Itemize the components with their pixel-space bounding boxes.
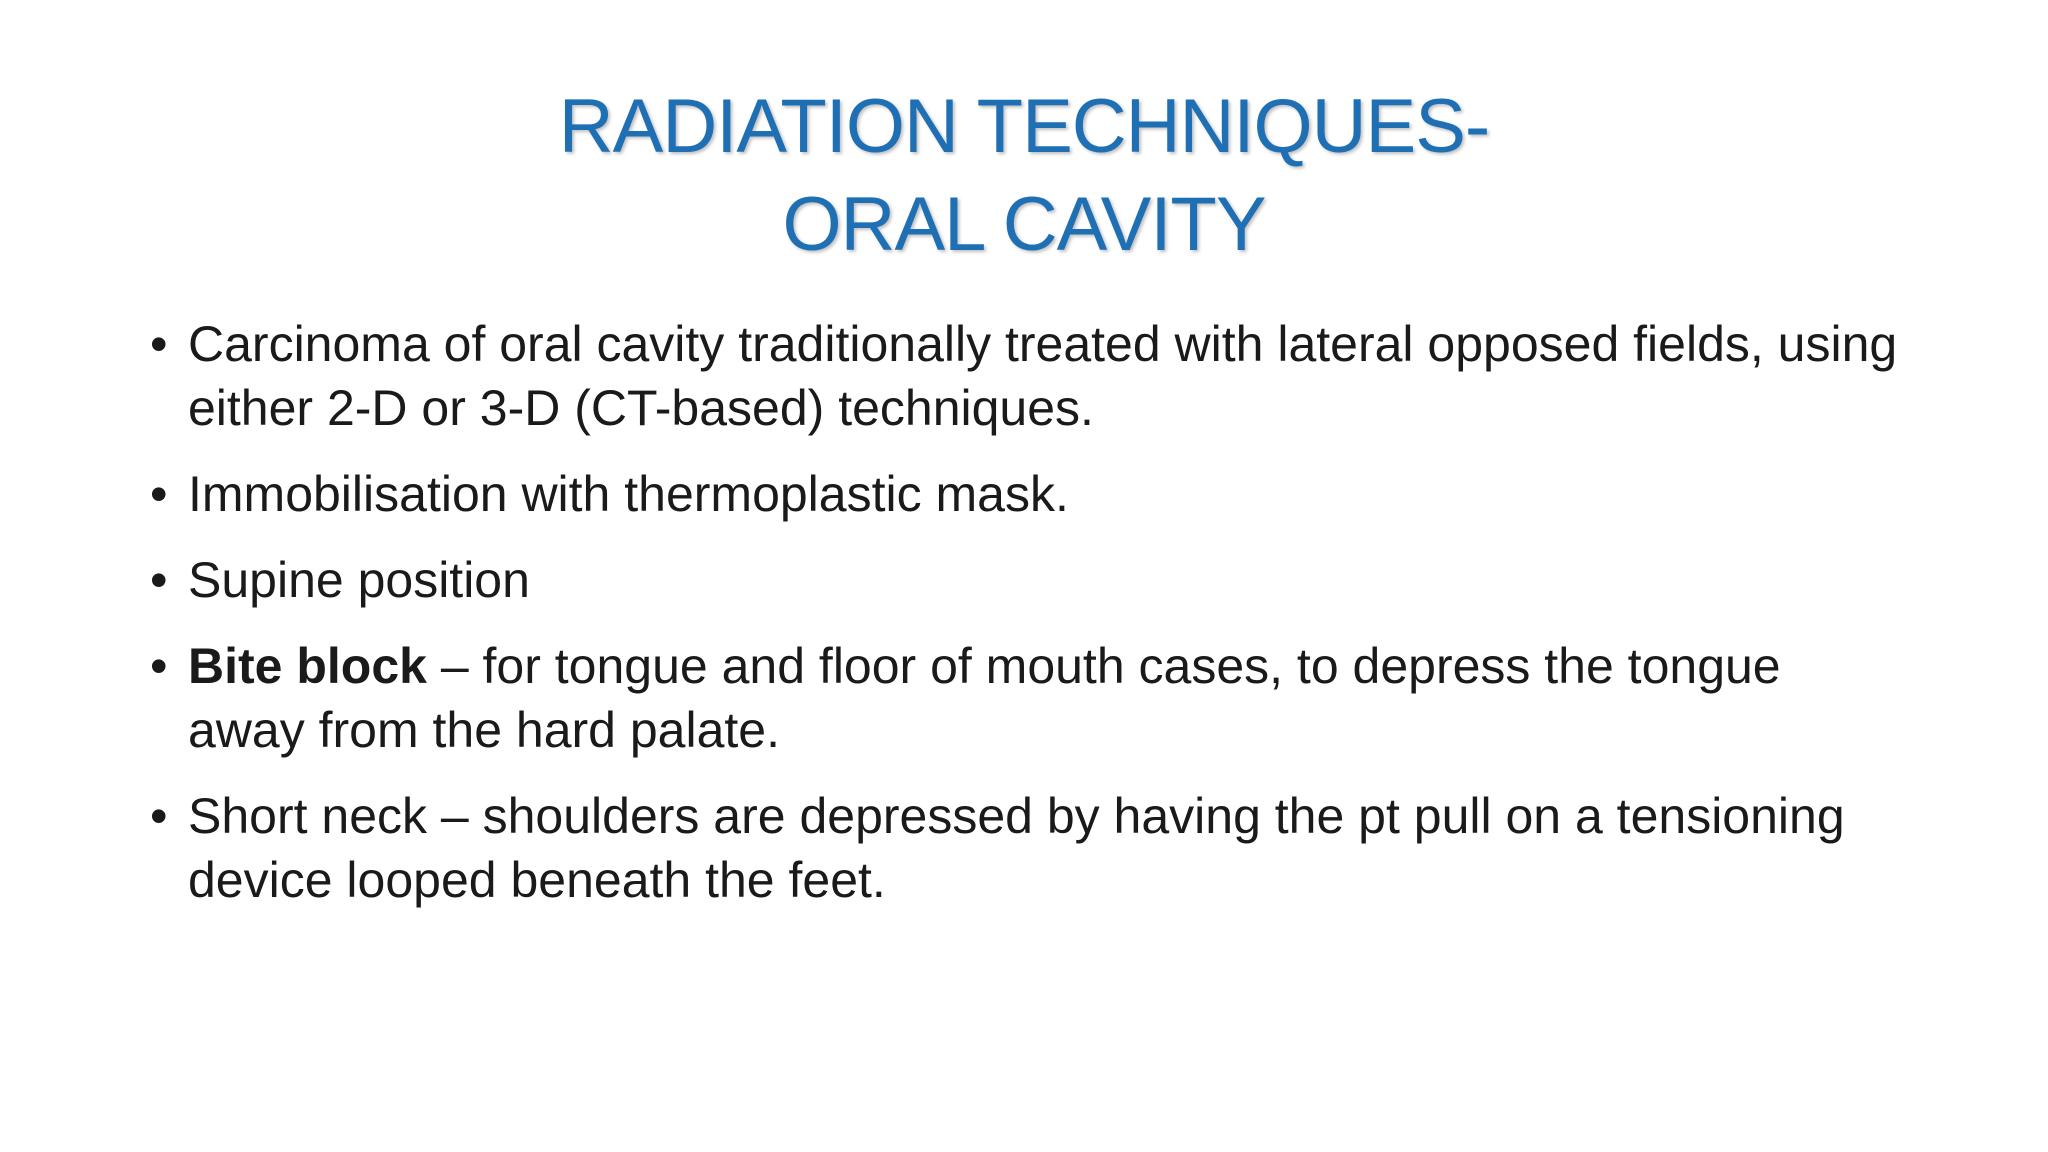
bullet-text: Immobilisation with thermoplastic mask. xyxy=(188,466,1069,522)
bullet-item-immobilisation xyxy=(150,462,1910,526)
bullet-dot-icon: • xyxy=(150,466,168,522)
bullet-item-short-neck xyxy=(150,784,1910,912)
bullet-dot-icon: • xyxy=(150,638,168,694)
bullet-text: Supine position xyxy=(188,552,530,608)
bullet-text: Carcinoma of oral cavity traditionally treated with lateral opposed fields, using either 2-D or 3-D (CT-based) techniques. xyxy=(188,316,1898,436)
bullet-item-bite-block xyxy=(150,634,1910,762)
bullet-item-carcinoma xyxy=(150,312,1910,440)
bullet-text: – for tongue and floor of mouth cases, to depress the tongue away from the hard palate. xyxy=(188,638,1781,758)
bullet-bold-term: Bite block xyxy=(188,638,427,694)
bullet-item-supine xyxy=(150,548,1910,612)
bullet-dot-icon: • xyxy=(150,552,168,608)
slide-title xyxy=(0,78,2048,274)
bullet-text: Short neck – shoulders are depressed by having the pt pull on a tensioning device looped beneath the feet. xyxy=(188,788,1845,908)
title-line-1: RADIATION TECHNIQUES- xyxy=(558,84,1490,169)
title-line-2: ORAL CAVITY xyxy=(782,182,1266,267)
bullet-dot-icon: • xyxy=(150,316,168,372)
bullet-dot-icon: • xyxy=(150,788,168,844)
bullet-list xyxy=(150,312,1910,934)
